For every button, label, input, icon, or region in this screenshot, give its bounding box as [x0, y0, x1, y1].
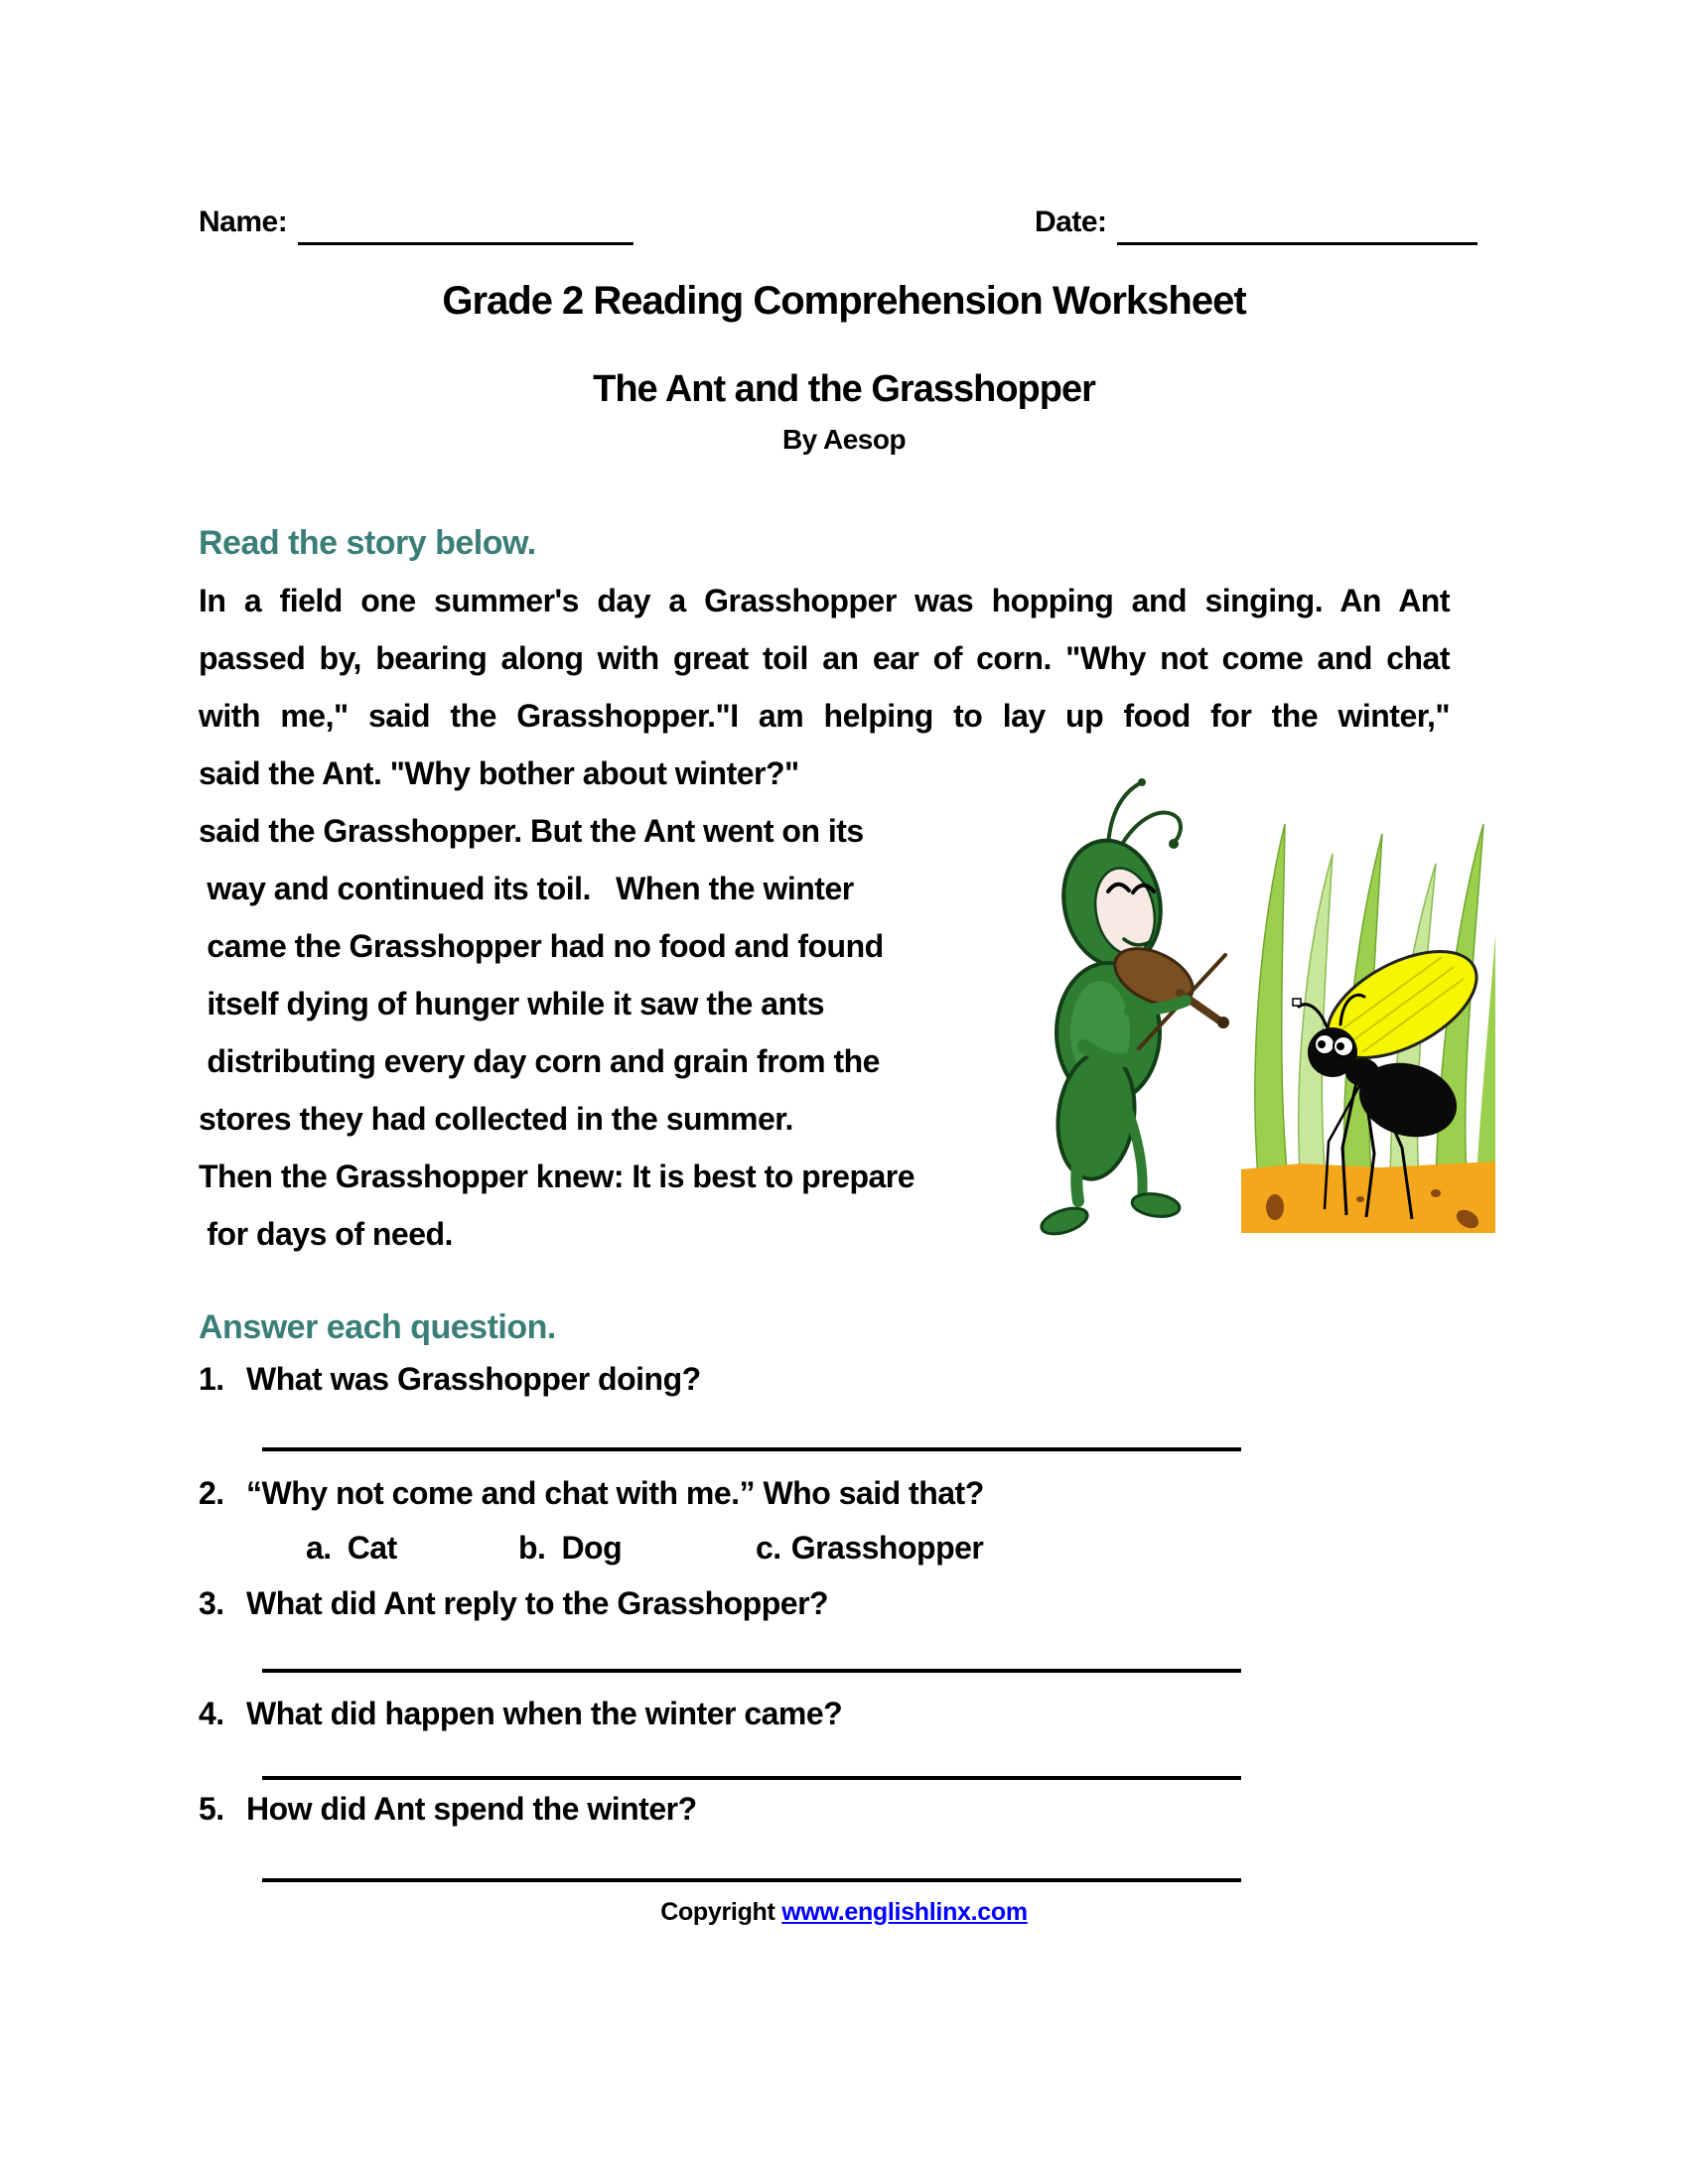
- ant-corn-illustration: [1241, 794, 1495, 1233]
- question-3: [199, 1585, 828, 1621]
- option-b-letter: b.: [518, 1530, 546, 1566]
- question-5-number: 5.: [199, 1791, 224, 1827]
- story-line: way and continued its toil. When the winter: [199, 871, 854, 906]
- question-2-number: 2.: [199, 1475, 224, 1511]
- story-line: for days of need.: [199, 1216, 453, 1252]
- answer-line-5[interactable]: [262, 1878, 1241, 1882]
- story-line: In a field one summer's day a Grasshopper was hopping and singing. An Ant: [199, 583, 1450, 618]
- story-title: The Ant and the Grasshopper: [593, 368, 1095, 410]
- question-1-number: 1.: [199, 1361, 224, 1397]
- question-2-option-a[interactable]: [306, 1530, 397, 1566]
- read-story-heading: Read the story below.: [199, 524, 536, 562]
- name-label: Name:: [199, 205, 288, 238]
- answer-line-1[interactable]: [262, 1447, 1241, 1451]
- date-blank-field[interactable]: [1117, 242, 1477, 245]
- answer-line-3[interactable]: [262, 1669, 1241, 1673]
- option-c-letter: c.: [756, 1530, 781, 1566]
- question-3-number: 3.: [199, 1585, 224, 1621]
- copyright-line: [0, 1898, 1688, 1927]
- story-line: Then the Grasshopper knew: It is best to prepare: [199, 1159, 915, 1194]
- question-3-text: What did Ant reply to the Grasshopper?: [246, 1585, 829, 1621]
- question-2-text: “Why not come and chat with me.” Who said that?: [246, 1475, 984, 1511]
- option-c-text: Grasshopper: [790, 1530, 984, 1566]
- story-line: passed by, bearing along with great toil an ear of corn. "Why not come and chat: [199, 640, 1450, 676]
- grasshopper-violin-illustration: [1013, 766, 1233, 1245]
- option-a-text: Cat: [347, 1530, 397, 1566]
- copyright-link[interactable]: www.englishlinx.com: [781, 1898, 1028, 1926]
- question-5: [199, 1791, 697, 1827]
- question-4-text: What did happen when the winter came?: [246, 1696, 843, 1731]
- story-line: said the Ant. "Why bother about winter?": [199, 755, 799, 791]
- story-line: with me," said the Grasshopper."I am helping to lay up food for the winter,": [199, 698, 1450, 734]
- question-2-option-b[interactable]: [518, 1530, 622, 1566]
- question-2-option-c[interactable]: [756, 1530, 983, 1566]
- story-line: said the Grasshopper. But the Ant went on its: [199, 813, 864, 849]
- date-label: Date:: [1035, 205, 1107, 238]
- question-4-number: 4.: [199, 1696, 224, 1731]
- question-4: [199, 1696, 842, 1731]
- question-5-text: How did Ant spend the winter?: [246, 1791, 697, 1827]
- byline: By Aesop: [781, 424, 907, 455]
- question-2: [199, 1475, 984, 1511]
- story-line: stores they had collected in the summer.: [199, 1101, 793, 1137]
- question-1-text: What was Grasshopper doing?: [246, 1361, 701, 1397]
- story-line: distributing every day corn and grain from the: [199, 1043, 880, 1079]
- option-b-text: Dog: [561, 1530, 623, 1566]
- question-1: [199, 1361, 701, 1397]
- name-blank-field[interactable]: [298, 242, 633, 245]
- answer-line-4[interactable]: [262, 1776, 1241, 1780]
- copyright-text: Copyright: [660, 1898, 782, 1926]
- story-line: itself dying of hunger while it saw the ants: [199, 986, 825, 1022]
- worksheet-title: Grade 2 Reading Comprehension Worksheet: [442, 279, 1246, 323]
- answer-questions-heading: Answer each question.: [199, 1308, 556, 1346]
- story-line: came the Grasshopper had no food and found: [199, 928, 884, 964]
- option-a-letter: a.: [306, 1530, 332, 1566]
